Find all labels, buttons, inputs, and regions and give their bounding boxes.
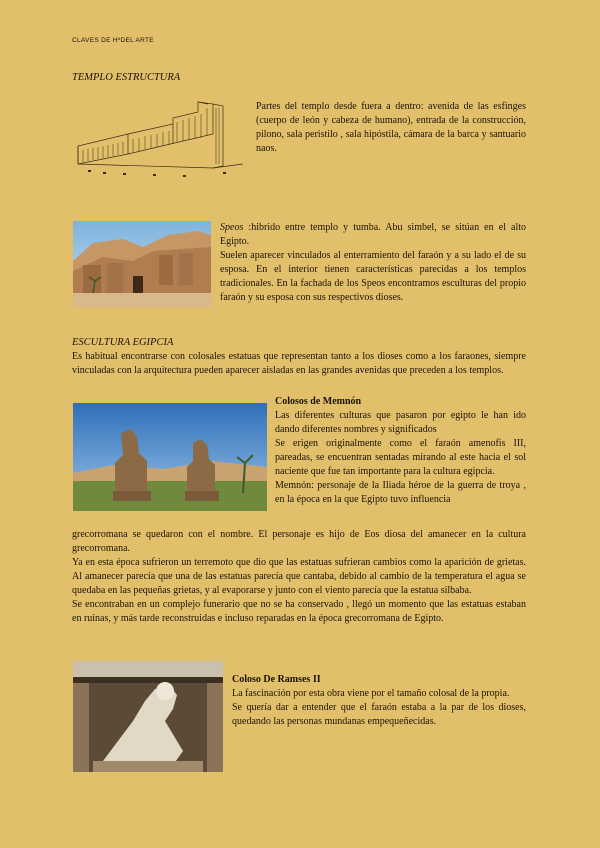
- section-title-escultura: ESCULTURA EGIPCIA: [72, 337, 174, 348]
- memnon-p5: Se encontraban en un complejo funerario que no se ha conservado , llegó un momento que las estatuas estaban en ruinas, y más tarde reconstruidas e incluso reparadas en la época grecorromana de Egipto.: [72, 599, 526, 624]
- page-header: CLAVES DE HºDEL ARTE: [72, 37, 154, 44]
- memnon-p3a: Memnón: personaje de la Iliada héroe de la guerra de troya , en la época en la que Egipto tuvo influencia: [275, 480, 526, 505]
- speos-line2: Suelen aparecer vinculados al enterramiento del faraón y a su lado el de su esposa. En el interior tienen características parecidas a los templos tradicionales. En la fachada de los Speos encontramos esculturas del propio faraón y su esposa con sus respectivos dioses.: [220, 250, 526, 303]
- memnon-p4: Ya en esta época sufrieron un terremoto que dio que las estatuas sufrieran cambios como la aparición de grietas. Al amanecer parecía que una de las estatuas parecía que cantaba, debido al cambio de la temperatura el agua se quedaba en las pequeñas grietas, y al evaporarse y junto con el viento parecía que la estatua silbaba.: [72, 557, 526, 596]
- abu-simbel-photo: [73, 221, 211, 307]
- ramses-title: Coloso De Ramses II: [232, 674, 321, 685]
- memnon-title: Colosos de Memnón: [275, 396, 362, 407]
- speos-term: Speos: [220, 222, 244, 233]
- memnon-continuation: [72, 528, 526, 626]
- ramses-colossus-photo: [73, 661, 223, 772]
- escultura-intro: Es habitual encontrarse con colosales estatuas que representan tanto a los dioses como a los faraones, siempre vinculadas con la arquitectura pueden aparecer aisladas en las grandes avenidas que preceden a los templos.: [72, 351, 526, 376]
- colossi-of-memnon-photo: [73, 403, 267, 511]
- ramses-p2: Se quería dar a entender que el faraón estaba a la par de los dioses, quedando las personas mundanas empequeñecidas.: [232, 702, 526, 727]
- memnon-p2: Se erigen originalmente como el faraón amenofis III, pareadas, se encuentran sentadas mirando al este hacia el sol naciente que fue tan importante para la cultura egipcia.: [275, 438, 526, 477]
- speos-line1: :hibrido entre templo y tumba. Abu simbel, se sitúan en el alto Egipto.: [220, 222, 526, 247]
- speos-paragraph: [220, 221, 526, 305]
- ramses-block: [232, 673, 526, 729]
- section-title-templo: TEMPLO ESTRUCTURA: [72, 72, 181, 83]
- memnon-p1: Las diferentes culturas que pasaron por egipto le han ido dando diferentes nombres y significados: [275, 410, 526, 435]
- memnon-block: [275, 395, 526, 507]
- memnon-p3b: grecorromana se quedaron con el nombre. El personaje es hijo de Eos diosa del amanecer en la cultura grecorromana.: [72, 529, 526, 554]
- temple-diagram-image: [73, 94, 248, 186]
- templo-paragraph: Partes del templo desde fuera a dentro: avenida de las esfinges (cuerpo de león y cabeza de humano), entrada de la construcción, pilono, sala peristilo , sala hipóstila, cámara de la barca y santuario naos.: [256, 101, 526, 154]
- ramses-p1: La fascinación por esta obra viene por el tamaño colosal de la propia.: [232, 688, 510, 699]
